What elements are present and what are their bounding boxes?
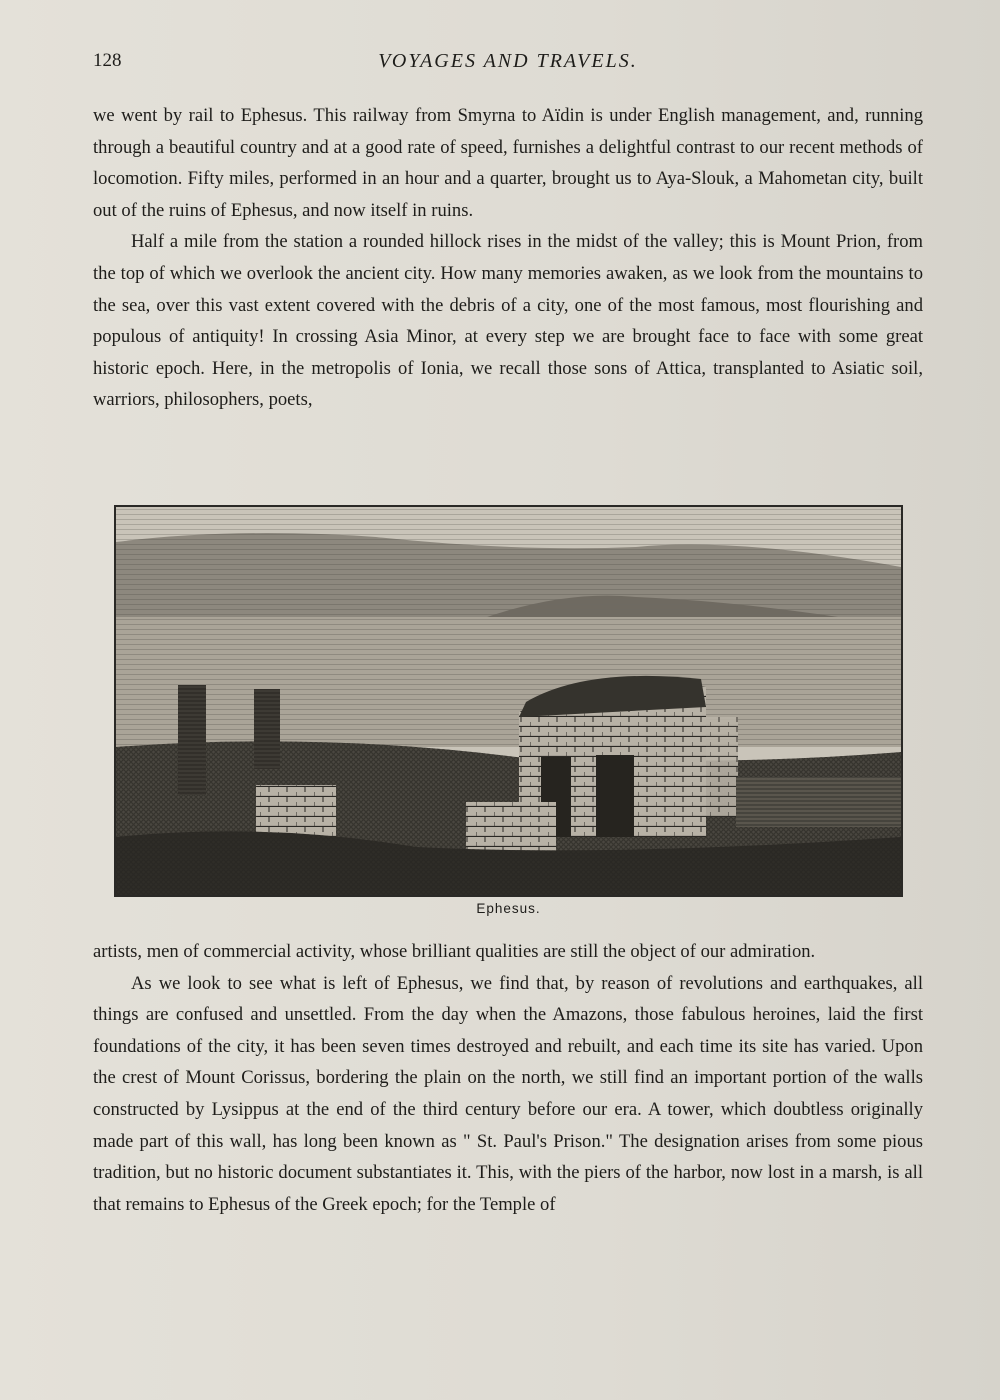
running-head: VOYAGES AND TRAVELS.: [378, 50, 638, 72]
body-text-top: [93, 100, 923, 416]
figure-caption: Ephesus.: [476, 901, 541, 916]
body-text-bottom: [93, 936, 923, 1220]
paragraph: we went by rail to Ephesus. This railway from Smyrna to Aïdin is under English management, and, running through a beautiful country and at a good rate of speed, furnishes a delightful contrast to our recent methods of locomotion. Fifty miles, performed in an hour and a quarter, brought us to Aya-Slouk, a Mahometan city, built out of the ruins of Ephesus, and now itself in ruins.: [93, 105, 923, 221]
ephesus-engraving: [114, 505, 903, 897]
paragraph: Half a mile from the station a rounded hillock rises in the midst of the valley; this is Mount Prion, from the top of which we overlook the ancient city. How many memories awaken, as we look from the mountains to the sea, over this vast extent covered with the debris of a city, one of the most famous, most flourishing and populous of antiquity! In crossing Asia Minor, at every step we are brought face to face with some great historic epoch. Here, in the metropolis of Ionia, we recall those sons of Attica, transplanted to Asiatic soil, warriors, philosophers, poets,: [93, 231, 923, 411]
page-number: 128: [93, 50, 122, 71]
page-header: [93, 50, 923, 78]
paragraph: artists, men of commercial activity, whose brilliant qualities are still the object of our admiration.: [93, 941, 816, 962]
paragraph: As we look to see what is left of Ephesus, we find that, by reason of revolutions and earthquakes, all things are confused and unsettled. From the day when the Amazons, those fabulous heroines, laid the first foundations of the city, it has been seven times destroyed and rebuilt, and each time its site has varied. Upon the crest of Mount Corissus, bordering the plain on the north, we still find an important portion of the walls constructed by Lysippus at the end of the third century before our era. A tower, which doubtless originally made part of this wall, has long been known as " St. Paul's Prison." The designation arises from some pious tradition, but no historic document substantiates it. This, with the piers of the harbor, now lost in a marsh, is all that remains to Ephesus of the Greek epoch; for the Temple of: [93, 972, 923, 1215]
